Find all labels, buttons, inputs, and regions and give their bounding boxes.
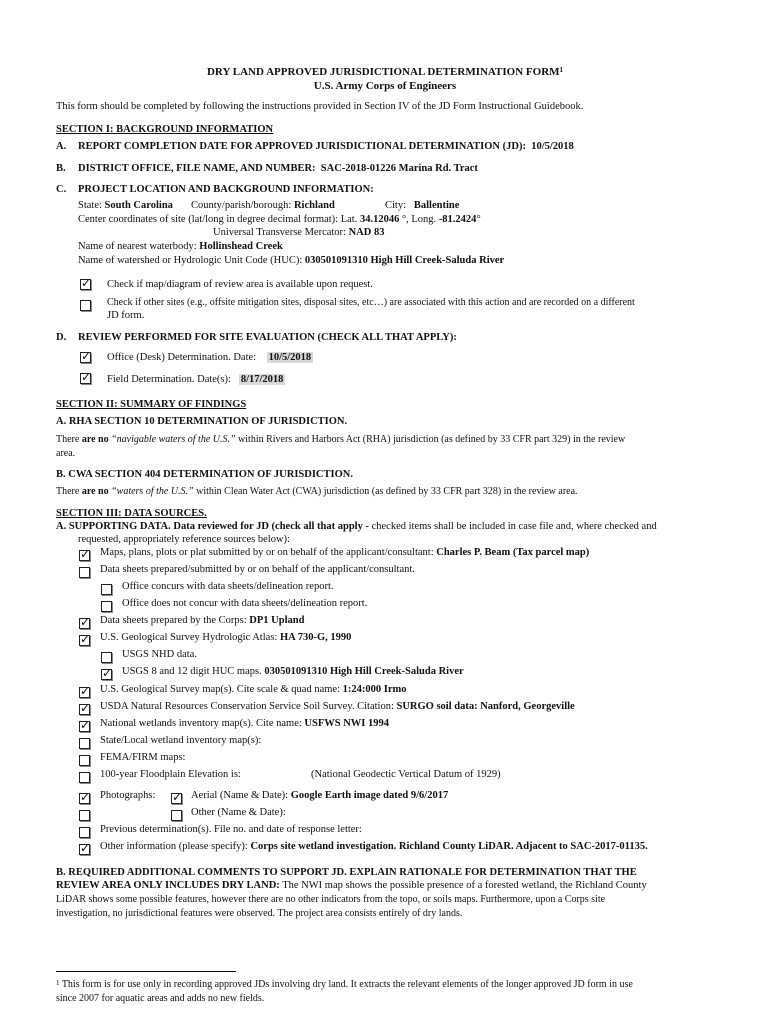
other-info-row <box>100 841 648 852</box>
utm-row <box>213 227 384 238</box>
maps-plans-row <box>100 547 589 558</box>
utm-label: Universal Transverse Mercator: <box>213 227 346 238</box>
maps-plans-checkbox[interactable] <box>79 550 90 561</box>
cwa-pre: There <box>56 486 80 497</box>
rha-pre: There <box>56 434 80 445</box>
huc-maps-value: 030501091310 High Hill Creek-Saluda River <box>264 666 464 677</box>
field-det-checkbox[interactable] <box>80 373 91 384</box>
office-desk-date[interactable]: 10/5/2018 <box>268 352 312 363</box>
section1-heading: SECTION I: BACKGROUND INFORMATION <box>56 124 274 135</box>
usda-label: USDA Natural Resources Conservation Service Soil Survey. Citation: <box>100 701 394 712</box>
state-wetland-checkbox[interactable] <box>79 738 90 749</box>
photographs-label: Photographs: <box>100 790 156 801</box>
usgs-map-value: 1:24:000 Irmo <box>342 684 407 695</box>
state-label: State: <box>78 200 102 211</box>
supporting-data-rest: checked items shall be included in case file and, where checked and <box>371 521 657 532</box>
corps-sheets-checkbox[interactable] <box>79 618 90 629</box>
huc-value: 030501091310 High Hill Creek-Saluda River <box>304 255 505 266</box>
waterbody-value: Hollinshead Creek <box>199 241 283 252</box>
intro-text: This form should be completed by following the instructions provided in Section IV of the JD Form Instructional Guidebook. <box>56 101 584 112</box>
usda-row <box>100 701 575 712</box>
county-label: County/parish/borough: <box>191 200 292 211</box>
other-photo-checkbox[interactable] <box>171 810 182 821</box>
s1-b-text: DISTRICT OFFICE, FILE NAME, AND NUMBER: <box>78 163 316 174</box>
aerial-row <box>191 790 448 801</box>
usgs-map-row <box>100 684 406 695</box>
hydro-atlas-label: U.S. Geological Survey Hydrologic Atlas: <box>100 632 278 643</box>
cwa-heading: B. CWA SECTION 404 DETERMINATION OF JURISDICTION. <box>56 469 353 480</box>
rha-rest: within Rivers and Harbors Act (RHA) jurisdiction (as defined by 33 CFR part 329) in the review <box>238 434 626 445</box>
huc-maps-label: USGS 8 and 12 digit HUC maps. <box>122 666 262 677</box>
map-available-checkbox[interactable] <box>80 279 91 290</box>
datasheets-applicant-checkbox[interactable] <box>79 567 90 578</box>
lat-value: 34.12046 <box>359 214 400 225</box>
section2-heading: SECTION II: SUMMARY OF FINDINGS <box>56 399 247 410</box>
comments-line-1 <box>56 880 647 891</box>
s1-d-text: REVIEW PERFORMED FOR SITE EVALUATION (CHECK ALL THAT APPLY): <box>78 332 457 343</box>
floodplain-label: 100-year Floodplain Elevation is: <box>100 769 241 780</box>
supporting-data-line1 <box>56 521 657 532</box>
nhd-checkbox[interactable] <box>101 652 112 663</box>
state-wetland-label: State/Local wetland inventory map(s): <box>100 735 262 746</box>
usgs-map-label: U.S. Geological Survey map(s). Cite scale & quad name: <box>100 684 340 695</box>
s1-a-row <box>78 141 574 152</box>
cwa-bold: are no <box>81 486 109 497</box>
state-row <box>78 200 173 211</box>
maps-plans-value: Charles P. Beam (Tax parcel map) <box>436 547 590 558</box>
comments-text-2: LiDAR shows some possible features, however there are no other indicators from the topo, or soils maps. Furthermore, upon a Corps site <box>56 894 606 905</box>
city-label: City: <box>385 200 407 211</box>
agency-name: U.S. Army Corps of Engineers <box>313 80 457 92</box>
footnote-line-1 <box>56 979 633 990</box>
title-footnote-mark: 1 <box>559 66 564 74</box>
previous-det-label: Previous determination(s). File no. and date of response letter: <box>100 824 362 835</box>
coords-row <box>78 214 481 225</box>
office-desk-row <box>107 352 313 363</box>
section3-heading: SECTION III: DATA SOURCES. <box>56 508 207 519</box>
other-photo-label: Other (Name & Date): <box>191 807 286 818</box>
aerial-value: Google Earth image dated 9/6/2017 <box>290 790 449 801</box>
office-concurs-label: Office concurs with data sheets/delineation report. <box>122 581 334 592</box>
other-info-checkbox[interactable] <box>79 844 90 855</box>
form-title-text: DRY LAND APPROVED JURISDICTIONAL DETERMINATION FORM <box>206 66 560 78</box>
fema-label: FEMA/FIRM maps: <box>100 752 186 763</box>
huc-row <box>78 255 504 266</box>
corps-sheets-value: DP1 Upland <box>249 615 305 626</box>
lat-unit: °, Long. <box>401 214 437 225</box>
footnote-rule <box>56 971 236 972</box>
county-row <box>191 200 335 211</box>
waterbody-label: Name of nearest waterbody: <box>78 241 197 252</box>
usda-checkbox[interactable] <box>79 704 90 715</box>
cwa-text <box>56 486 578 497</box>
photographs-checkbox[interactable] <box>79 793 90 804</box>
fema-checkbox[interactable] <box>79 755 90 766</box>
comments-text-1: The NWI map shows the possible presence of a forested wetland, the Richland County <box>282 880 647 891</box>
corps-sheets-label: Data sheets prepared by the Corps: <box>100 615 247 626</box>
other-photo-left-checkbox[interactable] <box>79 810 90 821</box>
comments-heading-1: B. REQUIRED ADDITIONAL COMMENTS TO SUPPORT JD. EXPLAIN RATIONALE FOR DETERMINATION THAT THE <box>56 867 637 878</box>
office-desk-label: Office (Desk) Determination. Date: <box>107 352 257 363</box>
huc-maps-row <box>122 666 464 677</box>
usda-value: SURGO soil data: Nanford, Georgeville <box>396 701 575 712</box>
state-value: South Carolina <box>104 200 173 211</box>
supporting-data-bold: A. SUPPORTING DATA. Data reviewed for JD (check all that apply - <box>56 521 369 532</box>
comments-text-3: investigation, no jurisdictional features were observed. The project area consists entirely of dry lands. <box>56 908 463 919</box>
hydro-atlas-checkbox[interactable] <box>79 635 90 646</box>
field-det-date[interactable]: 8/17/2018 <box>240 374 284 385</box>
waterbody-row <box>78 241 283 252</box>
rha-text-line2: area. <box>56 448 76 459</box>
nwi-row <box>100 718 389 729</box>
other-sites-label-1: Check if other sites (e.g., offsite mitigation sites, disposal sites, etc…) are associated with this action and are recorded on a different <box>107 297 635 308</box>
other-sites-label-2: JD form. <box>107 310 145 321</box>
footnote-mark: 1 <box>56 979 60 987</box>
s1-b-row <box>78 163 478 174</box>
footnote-text-2: since 2007 for aquatic areas and adds no new fields. <box>56 993 265 1004</box>
s1-b-value: SAC-2018-01226 Marina Rd. Tract <box>320 163 478 174</box>
office-concurs-checkbox[interactable] <box>101 584 112 595</box>
footnote-text-1: This form is for use only in recording approved JDs involving dry land. It extracts the relevant elements of the longer approved JD form in use <box>61 979 633 990</box>
long-value: -81.2424 <box>438 214 477 225</box>
cwa-rest: within Clean Water Act (CWA) jurisdiction (as defined by 33 CFR part 328) in the review area. <box>196 486 578 497</box>
maps-plans-label: Maps, plans, plots or plat submitted by or on behalf of the applicant/consultant: <box>100 547 434 558</box>
hydro-atlas-value: HA 730-G, 1990 <box>279 632 352 643</box>
nwi-checkbox[interactable] <box>79 721 90 732</box>
office-not-concur-label: Office does not concur with data sheets/delineation report. <box>122 598 368 609</box>
nhd-label: USGS NHD data. <box>122 649 197 660</box>
other-info-value: Corps site wetland investigation. Richland County LiDAR. Adjacent to SAC-2017-01135. <box>250 841 648 852</box>
form-title <box>0 66 770 78</box>
nwi-value: USFWS NWI 1994 <box>304 718 390 729</box>
s1-a-date: 10/5/2018 <box>531 141 574 152</box>
field-det-row <box>107 374 285 385</box>
rha-text-line1 <box>56 434 625 445</box>
rha-bold: are no <box>81 434 109 445</box>
usgs-map-checkbox[interactable] <box>79 687 90 698</box>
s1-b-letter: B. <box>56 163 66 174</box>
hydro-atlas-row <box>100 632 351 643</box>
other-info-label: Other information (please specify): <box>100 841 248 852</box>
other-sites-checkbox[interactable] <box>80 300 91 311</box>
rha-heading: A. RHA SECTION 10 DETERMINATION OF JURISDICTION. <box>56 416 348 427</box>
s1-d-letter: D. <box>56 332 67 343</box>
city-row <box>385 200 459 211</box>
county-value: Richland <box>293 200 335 211</box>
s1-c-text: PROJECT LOCATION AND BACKGROUND INFORMATION: <box>78 184 374 195</box>
huc-label: Name of watershed or Hydrologic Unit Code (HUC): <box>78 255 303 266</box>
supporting-data-line2: requested, appropriately reference sources below): <box>78 534 290 545</box>
huc-maps-checkbox[interactable] <box>101 669 112 680</box>
datasheets-applicant-label: Data sheets prepared/submitted by or on behalf of the applicant/consultant. <box>100 564 415 575</box>
comments-heading-2: REVIEW AREA ONLY INCLUDES DRY LAND: <box>56 880 280 891</box>
s1-a-text: REPORT COMPLETION DATE FOR APPROVED JURISDICTIONAL DETERMINATION (JD): <box>78 141 526 152</box>
map-available-label: Check if map/diagram of review area is available upon request. <box>107 279 373 290</box>
field-det-label: Field Determination. Date(s): <box>107 374 231 385</box>
corps-sheets-row <box>100 615 304 626</box>
cwa-italic: “waters of the U.S.” <box>111 486 194 497</box>
floodplain-checkbox[interactable] <box>79 772 90 783</box>
coords-label: Center coordinates of site (lat/long in degree decimal format): Lat. <box>78 214 358 225</box>
s1-c-letter: C. <box>56 184 67 195</box>
utm-value: NAD 83 <box>348 227 385 238</box>
previous-det-checkbox[interactable] <box>79 827 90 838</box>
rha-italic: “navigable waters of the U.S.” <box>111 434 236 445</box>
aerial-label: Aerial (Name & Date): <box>191 790 289 801</box>
city-value: Ballentine <box>413 200 460 211</box>
aerial-checkbox[interactable] <box>171 793 182 804</box>
floodplain-note: (National Geodectic Vertical Datum of 1929) <box>311 769 501 780</box>
office-not-concur-checkbox[interactable] <box>101 601 112 612</box>
s1-a-letter: A. <box>56 141 67 152</box>
office-desk-checkbox[interactable] <box>80 352 91 363</box>
long-unit: ° <box>476 214 481 225</box>
nwi-label: National wetlands inventory map(s). Cite name: <box>100 718 302 729</box>
